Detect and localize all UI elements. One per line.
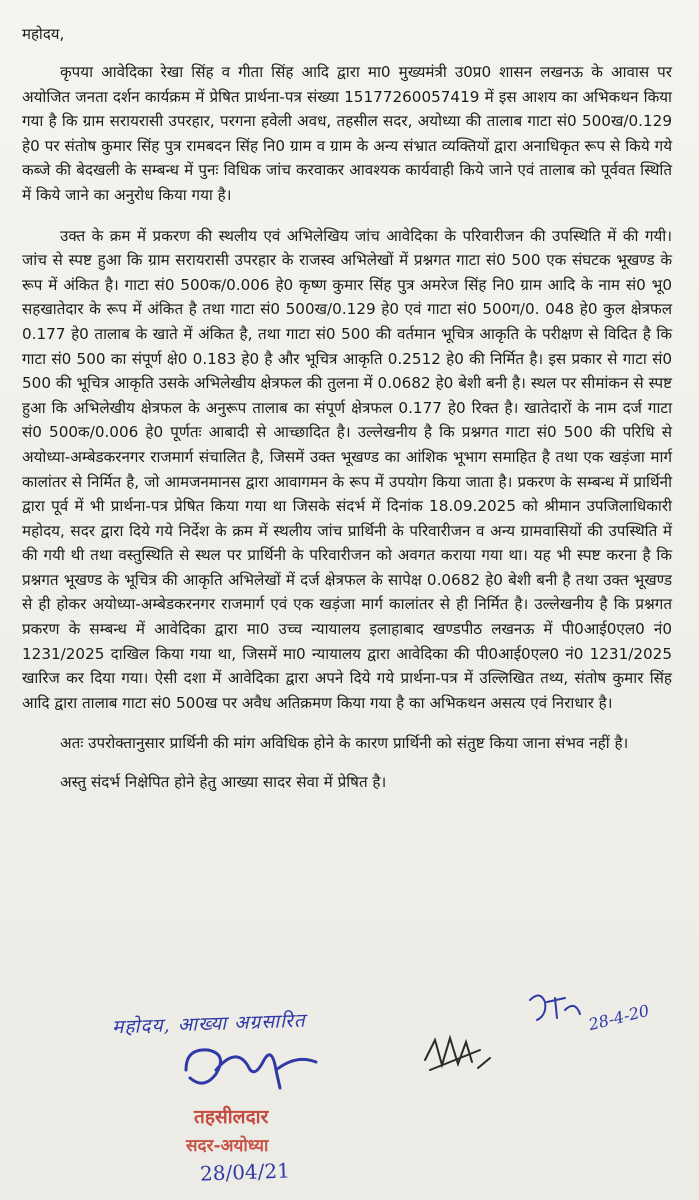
handwritten-signed-date: 28/04/21 bbox=[199, 1158, 291, 1186]
letter-body bbox=[22, 22, 672, 795]
tahsildar-signature bbox=[176, 1040, 326, 1100]
salutation: महोदय, bbox=[22, 25, 65, 43]
paragraph-request: कृपया आवेदिका रेखा सिंह व गीता सिंह आदि द्वारा मा0 मुख्यमंत्री उ0प्र0 शासन लखनऊ के आवास पर अयोजित जनता दर्शन कार्यक्रम में प्रेषित प्रार्थना-पत्र संख्या 15177260057419 में इस आशय का अभिकथन किया गया है कि ग्राम सरायरासी उपरहार, परगना हवेली अवध, तहसील सदर, अयोध्या की तालाब गाटा सं0 500ख/0.129 हे0 पर संतोष कुमार सिंह पुत्र रामबदन सिंह नि0 ग्राम व ग्राम के अन्य संभ्रात व्यक्तियों द्वारा अनाधिकृत रूप से किये गये कब्जे की बेदखली के सम्बन्ध में पुनः विधिक जांच करवाकर आवश्यक कार्यवाही किये जाने एवं तालाब को पूर्ववत स्थिति में किये जाने का अनुरोध किया गया है। bbox=[22, 63, 673, 204]
stamp-designation: तहसीलदार bbox=[194, 1106, 269, 1128]
marginal-initials-signature bbox=[525, 990, 585, 1030]
paragraph-forwarding: अस्तु संदर्भ निक्षेपित होने हेतु आख्या सादर सेवा में प्रेषित है। bbox=[60, 773, 387, 792]
paragraph-conclusion: अतः उपरोक्तानुसार प्रार्थिनी की मांग अविधिक होने के कारण प्रार्थिनी को संतुष्ट किया जाना संभव नहीं है। bbox=[60, 734, 629, 753]
paragraph-inquiry: उक्त के क्रम में प्रकरण की स्थलीय एवं अभिलेखिय जांच आवेदिका के परिवारीजन की उपस्थिति में की गयी। जांच से स्पष्ट हुआ कि ग्राम सरायरासी उपरहार के राजस्व अभिलेखों में प्रश्नगत गाटा सं0 500 एक संघटक भूखण्ड के रूप में अंकित है। गाटा सं0 500क/0.006 हे0 कृष्ण कुमार सिंह पुत्र अमरेज सिंह नि0 ग्राम आदि के नाम सं0 भू0 सहखातेदार के रूप में अंकित है तथा गाटा सं0 500ख/0.129 हे0 एवं गाटा सं0 500ग/0. 048 हे0 कुल क्षेत्रफल 0.177 हे0 तालाब के खाते में अंकित है, तथा गाटा सं0 500 की वर्तमान भूचित्र आकृति के परीक्षण से विदित है कि गाटा सं0 500 का संपूर्ण क्षे0 0.183 हे0 है और भूचित्र आकृति 0.2512 हे0 की निर्मित है। इस प्रकार से गाटा सं0 500 की भूचित्र आकृति उसके अभिलेखीय क्षेत्रफल की तुलना में 0.0682 हे0 बेशी बनी है। स्थल पर सीमांकन से स्पष्ट हुआ कि अभिलेखीय क्षेत्रफल के अनुरूप तालाब का संपूर्ण क्षेत्रफल 0.177 हे0 रिक्त है। खातेदारों के नाम दर्ज गाटा सं0 500क/0.006 हे0 पूर्णतः आबादी से आच्छादित है। उल्लेखनीय है कि प्रश्नगत गाटा सं0 500 की परिधि से अयोध्या-अम्बेडकरनगर राजमार्ग संचालित है, जिसमें उक्त भूखण्ड का आंशिक भूभाग समाहित है तथा एक खड़ंजा मार्ग कालांतर से निर्मित है, जो आमजनमानस द्वारा आवागमन के रूप में उपयोग किया जाता है। प्रकरण के सम्बन्ध में प्रार्थिनी द्वारा पूर्व में भी प्रार्थना-पत्र प्रेषित किया गया था जिसके संदर्भ में दिनांक 18.09.2025 को श्रीमान उपजिलाधिकारी महोदय, सदर द्वारा दिये गये निर्देश के क्रम में स्थलीय जांच प्रार्थिनी के परिवारीजन व अन्य ग्रामवासियों की उपस्थिति में की गयी थी तथा वस्तुस्थिति से स्थल पर प्रार्थिनी के परिवारीजन को अवगत कराया गया था। यह भी स्पष्ट करना है कि प्रश्नगत भूखण्ड के भूचित्र की आकृति अभिलेखों में दर्ज क्षेत्रफल के सापेक्ष 0.0682 हे0 बेशी बनी है तथा उक्त भूखण्ड से ही होकर अयोध्या-अम्बेडकरनगर राजमार्ग एवं एक खड़ंजा मार्ग कालांतर से ही निर्मित है। उल्लेखनीय है कि प्रश्नगत प्रकरण के सम्बन्ध में आवेदिका द्वारा मा0 उच्च न्यायालय इलाहाबाद खण्डपीठ लखनऊ में पी0आई0एल0 नं0 1231/2025 दाखिल किया गया था, जिसमें मा0 न्यायालय द्वारा आवेदिका की पी0आई0एल0 नं0 1231/2025 खारिज कर दिया गया। ऐसी दशा में आवेदिका द्वारा अपने दिये गये प्रार्थना-पत्र में उल्लिखित तथ्य, संतोष कुमार सिंह आदि द्वारा तालाब गाटा सं0 500ख पर अवैध अतिक्रमण किया गया है का अभिकथन असत्य एवं निराधार है। bbox=[22, 226, 672, 712]
handwritten-remark: महोदय, आख्या अग्रसारित bbox=[111, 1009, 306, 1039]
handwritten-date-initials: 28-4-20 bbox=[586, 1000, 652, 1035]
stamp-office-location: सदर-अयोध्या bbox=[186, 1136, 269, 1156]
initial-scribble-signature bbox=[420, 1020, 500, 1080]
